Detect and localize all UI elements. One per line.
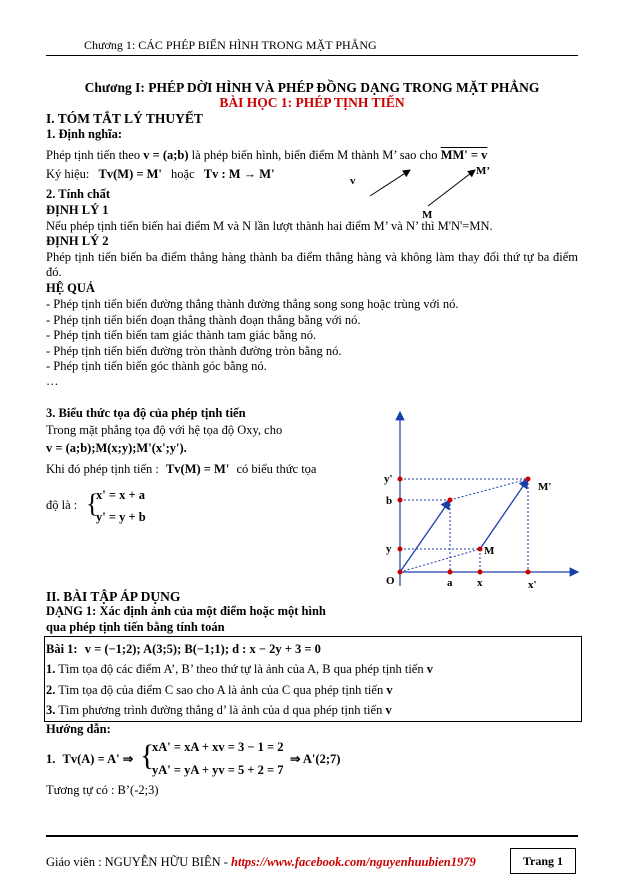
corollary-item: - Phép tịnh tiến biến đường thẳng thành đường thẳng song song hoặc trùng với nó. <box>46 297 459 311</box>
notation-formula-1: Tv(M) = M' <box>98 167 162 181</box>
vector-v-formula: v = (a;b) <box>143 148 189 162</box>
tick-x: x <box>477 577 483 589</box>
definition-line: Phép tịnh tiến theo v = (a;b) là phép biến hình, biến điểm M thành M’ sao cho MM' = v <box>46 148 488 162</box>
vector-mm-arrow <box>428 170 475 206</box>
footer-text: Giáo viên : NGUYỄN HỮU BIÊN - https://www.facebook.com/nguyenhuubien1979 <box>46 855 476 869</box>
theorem2-heading: ĐỊNH LÝ 2 <box>46 234 109 248</box>
tick-y: y <box>386 543 392 555</box>
corollary-item: - Phép tịnh tiến biến tam giác thành tam giác bằng nó. <box>46 328 317 342</box>
tick-b: b <box>386 495 393 507</box>
guide-lines <box>400 479 528 572</box>
coord-heading: 3. Biểu thức tọa độ của phép tịnh tiến <box>46 406 246 420</box>
solution-brace: { <box>140 739 155 772</box>
corollary-item: - Phép tịnh tiến biến đoạn thẳng thành đoạn thẳng bằng với nó. <box>46 313 361 327</box>
label-m: M <box>422 209 433 220</box>
label-v: v <box>350 175 356 187</box>
solution-row-2: yA' = yA + yv = 5 + 2 = 7 <box>152 763 284 777</box>
coord-transform-line: Khi đó phép tịnh tiến : Tv(M) = M' có biểu thức tọa <box>46 462 317 476</box>
solution-row-1: xA' = xA + xv = 3 − 1 = 2 <box>152 740 284 754</box>
solution-result: ⇒ A'(2;7) <box>290 752 341 766</box>
ellipsis: … <box>46 374 59 388</box>
notation-formula-2: Tv : M → M' <box>203 167 275 181</box>
point-m-prime-label: M' <box>538 481 552 493</box>
question-3: 3. Tìm phương trình đường thẳng d’ là ảnh của d qua phép tịnh tiến v <box>46 703 392 717</box>
solution-lhs: 1. Tv(A) = A' ⇒ <box>46 752 134 766</box>
vector-mm-arrow <box>480 479 528 549</box>
system-brace: { <box>86 489 99 518</box>
similar-result: Tương tự có : B’(-2;3) <box>46 783 159 797</box>
question-1: 1. Tìm tọa độ các điểm A’, B’ theo thứ tự là ảnh của A, B qua phép tịnh tiến v <box>46 662 433 676</box>
header-rule <box>46 55 578 56</box>
corollary-heading: HỆ QUẢ <box>46 281 95 295</box>
lesson-title: BÀI HỌC 1: PHÉP TỊNH TIẾN <box>219 95 405 110</box>
vector-v-arrow <box>400 500 450 572</box>
vector-v-arrow <box>370 170 410 196</box>
page-number: Trang 1 <box>510 848 576 874</box>
origin-label: O <box>386 575 395 587</box>
exercise-data: Bài 1: v = (−1;2); A(3;5); B(−1;1); d : x − 2y + 3 = 0 <box>46 642 321 656</box>
definition-heading: 1. Định nghĩa: <box>46 127 123 141</box>
question-2: 2. Tìm tọa độ của điểm C sao cho A là ảnh của C qua phép tịnh tiến v <box>46 683 393 697</box>
section1-heading: I. TÓM TẮT LÝ THUYẾT <box>46 111 203 126</box>
properties-heading: 2. Tính chất <box>46 187 111 201</box>
page-header: Chương 1: CÁC PHÉP BIẾN HÌNH TRONG MẶT PHẲNG <box>84 38 377 52</box>
label-m-prime: M’ <box>476 165 491 177</box>
tick-x-prime: x' <box>528 579 537 591</box>
type1-heading: DẠNG 1: Xác định ảnh của một điểm hoặc một hình <box>46 604 326 618</box>
system-eq-1: x' = x + a <box>96 488 145 502</box>
system-eq-2: y' = y + b <box>96 510 146 524</box>
translation-figure <box>340 160 520 220</box>
tick-y-prime: y' <box>384 473 393 485</box>
corollary-item: - Phép tịnh tiến biến đường tròn thành đường tròn bằng nó. <box>46 344 342 358</box>
coordinate-graph <box>368 408 588 593</box>
coord-formula: v = (a;b);M(x;y);M'(x';y'). <box>46 441 187 455</box>
theorem1-heading: ĐỊNH LÝ 1 <box>46 203 109 217</box>
section2-heading: II. BÀI TẬP ÁP DỤNG <box>46 589 181 604</box>
point-m-label: M <box>484 545 495 557</box>
theorem2-text: Phép tịnh tiến biến ba điểm thẳng hàng thành ba điểm thẳng hàng và không làm thay đổi thứ tự ba điểm đó. <box>46 250 578 279</box>
facebook-link[interactable]: https://www.facebook.com/nguyenhuubien1979 <box>231 855 476 869</box>
tick-a: a <box>447 577 453 589</box>
type1-heading-cont: qua phép tịnh tiến bằng tính toán <box>46 620 225 634</box>
theorem1-text: Nếu phép tịnh tiến biến hai điểm M và N lần lượt thành hai điểm M’ và N’ thì M'N'=MN. <box>46 219 493 233</box>
points <box>398 477 531 575</box>
footer-rule <box>46 835 578 837</box>
coord-text: Trong mặt phẳng tọa độ với hệ tọa độ Oxy, cho <box>46 423 283 437</box>
chapter-title: Chương I: PHÉP DỜI HÌNH VÀ PHÉP ĐỒNG DẠNG TRONG MẶT PHẲNG <box>84 80 540 95</box>
corollary-item: - Phép tịnh tiến biến góc thành góc bằng nó. <box>46 359 267 373</box>
guide-heading: Hướng dẫn: <box>46 722 111 736</box>
vector-relation: MM' = v <box>440 148 488 162</box>
coord-system-label: độ là : <box>46 498 78 512</box>
notation-line: Ký hiệu: Tv(M) = M' hoặc Tv : M → M' <box>46 167 275 181</box>
